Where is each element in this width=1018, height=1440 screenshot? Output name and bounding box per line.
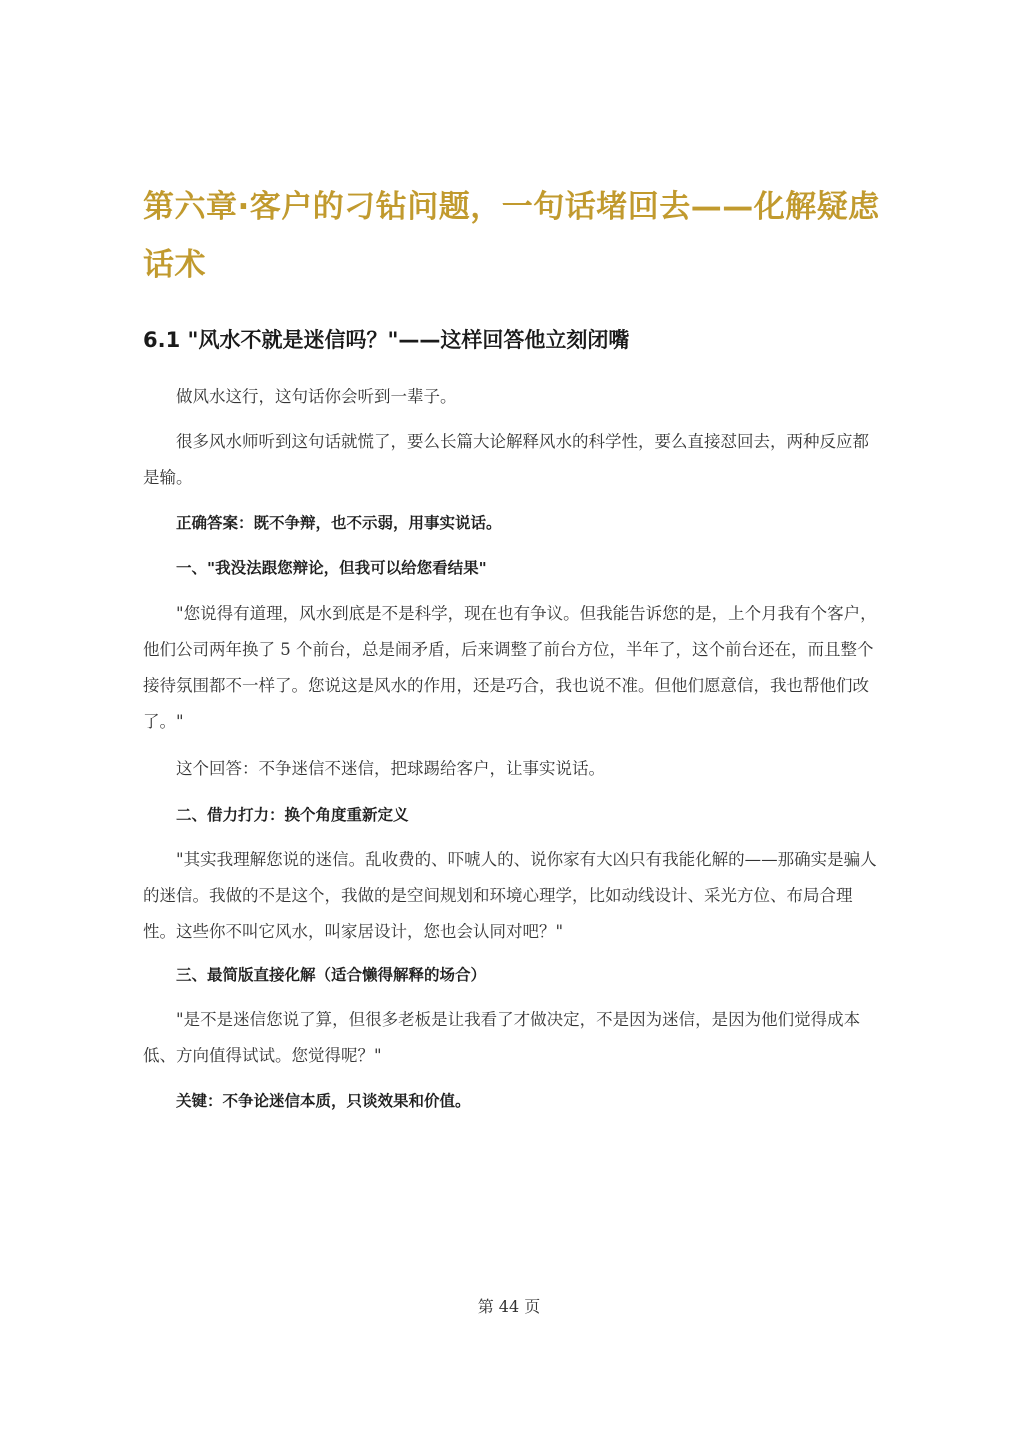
paragraph-method-one-quote: "您说得有道理，风水到底是不是科学，现在也有争议。但我能告诉您的是，上个月我有个客户，他们公司两年换了 5 个前台，总是闹矛盾，后来调整了前台方位，半年了，这个前台还在，而且整个接待氛围都不一样了。您说这是风水的作用，还是巧合，我也说不准。但他们愿意信，我也帮他们改了。": [143, 604, 877, 731]
paragraph-method-two-quote: "其实我理解您说的迷信。乱收费的、吓唬人的、说你家有大凶只有我能化解的——那确实是骗人的迷信。我做的不是这个，我做的是空间规划和环境心理学，比如动线设计、采光方位、布局合理性。这些你不叫它风水，叫家居设计，您也会认同对吧？": [143, 850, 877, 941]
paragraph-method-three-quote: "是不是迷信您说了算，但很多老板是让我看了才做决定，不是因为迷信，是因为他们觉得成本低、方向值得试试。您觉得呢？": [143, 1010, 861, 1065]
heading-method-two: 二、借力打力：换个角度重新定义: [176, 806, 409, 824]
heading-method-three: 三、最简版直接化解（适合懒得解释的场合）: [176, 966, 487, 984]
paragraph-intro: 做风水这行，这句话你会听到一辈子。: [176, 387, 457, 406]
page-number: 第 44 页: [477, 1297, 541, 1316]
heading-method-one: 一、"我没法跟您辩论，但我可以给您看结果": [176, 559, 487, 577]
paragraph-correct-answer: 正确答案：既不争辩，也不示弱，用事实说话。: [176, 514, 502, 532]
paragraph-key-point: 关键：不争论迷信本质，只谈效果和价值。: [176, 1092, 471, 1110]
chapter-title: 第六章·客户的刁钻问题，一句话堵回去——化解疑虑话术: [143, 189, 880, 283]
paragraph-problem: 很多风水师听到这句话就慌了，要么长篇大论解释风水的科学性，要么直接怼回去，两种反应都是输。: [143, 432, 869, 487]
section-title: 6.1 "风水不就是迷信吗？"——这样回答他立刻闭嘴: [143, 328, 630, 352]
paragraph-method-one-note: 这个回答：不争迷信不迷信，把球踢给客户，让事实说话。: [176, 759, 605, 778]
